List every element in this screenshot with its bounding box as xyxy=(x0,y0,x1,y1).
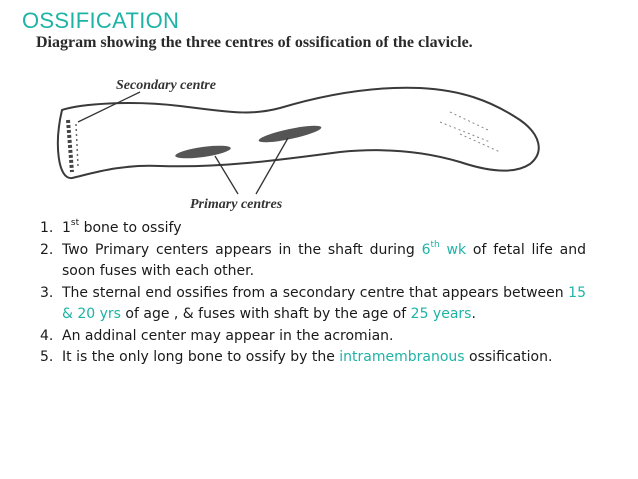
facts-list xyxy=(40,218,586,369)
primary-centre-2 xyxy=(258,122,323,145)
figure-caption: Diagram showing the three centres of ossification of the clavicle. xyxy=(36,34,473,51)
secondary-centre-mark xyxy=(68,120,72,172)
list-item: 5. It is the only long bone to ossify by the intramembranous ossification. xyxy=(40,349,553,365)
list-item: 2. Two Primary centers appears in the shaft during 6th wk of fetal life and soon fuses with each other. xyxy=(40,239,586,279)
primary-leader-1 xyxy=(215,156,238,194)
list-item: 4. An addinal center may appear in the acromian. xyxy=(40,327,394,344)
label-secondary-centre: Secondary centre xyxy=(116,78,216,93)
list-item: 1. 1st bone to ossify xyxy=(40,218,182,236)
label-primary-centres: Primary centres xyxy=(190,197,283,212)
clavicle-illustration xyxy=(20,34,620,220)
primary-centre-1 xyxy=(175,143,232,161)
slide-title: OSSIFICATION xyxy=(22,8,180,33)
list-item: 3. The sternal end ossifies from a secondary centre that appears between 15 & 20 yrs of age , & fuses with shaft by the age of 25 years. xyxy=(40,284,586,322)
secondary-leader xyxy=(78,92,140,122)
clavicle-diagram xyxy=(20,34,620,220)
primary-leader-2 xyxy=(256,138,288,194)
